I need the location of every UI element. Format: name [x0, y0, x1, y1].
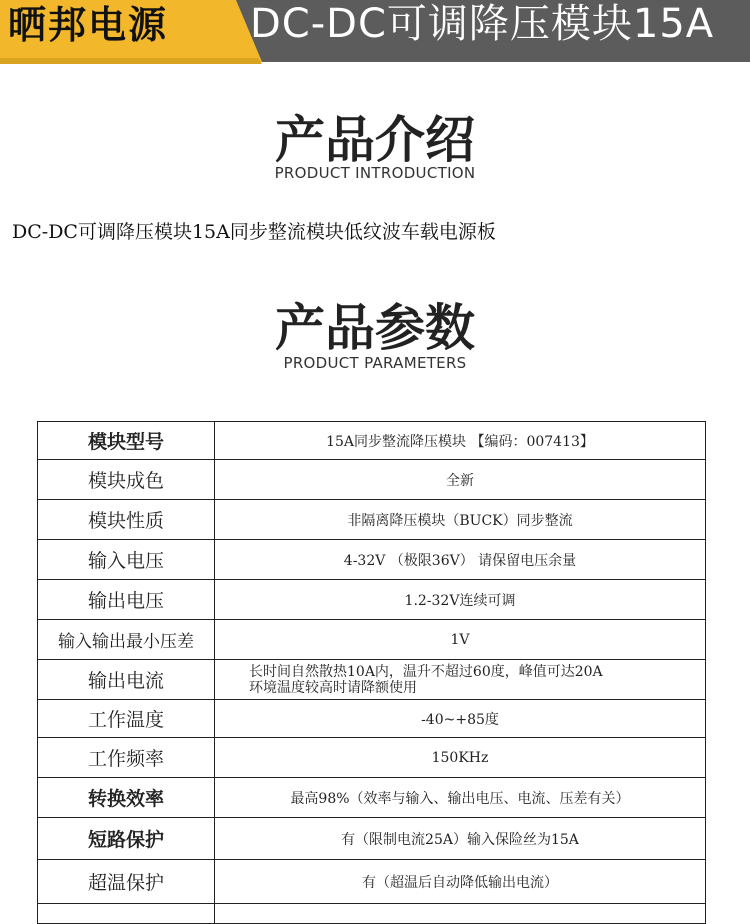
table-row — [38, 860, 706, 904]
banner-title: DC-DC可调降压模块15A — [250, 1, 715, 47]
param-label: 工作温度 — [38, 700, 215, 738]
param-value: 非隔离降压模块（BUCK）同步整流 — [215, 500, 706, 540]
param-value — [215, 660, 706, 700]
param-label: 模块成色 — [38, 460, 215, 500]
param-label: 输入电压 — [38, 540, 215, 580]
param-label: 模块性质 — [38, 500, 215, 540]
param-label: 短路保护 — [38, 818, 215, 860]
intro-title: 产品介绍 — [275, 111, 475, 169]
params-title: 产品参数 — [275, 299, 475, 357]
param-label-empty — [38, 904, 215, 924]
param-value: 有（限制电流25A）输入保险丝为15A — [215, 818, 706, 860]
param-label: 超温保护 — [38, 860, 215, 904]
param-value-empty — [215, 904, 706, 924]
param-value: 全新 — [215, 460, 706, 500]
table-row — [38, 580, 706, 620]
param-value: 15A同步整流降压模块 【编码：007413】 — [215, 422, 706, 460]
param-value: -40~+85度 — [215, 700, 706, 738]
brand-name: 晒邦电源 — [8, 3, 169, 47]
table-row-partial — [38, 904, 706, 924]
param-label: 输入输出最小压差 — [38, 620, 215, 660]
parameter-table — [37, 421, 706, 924]
param-label: 模块型号 — [38, 422, 215, 460]
header-banner — [0, 0, 750, 64]
table-row — [38, 778, 706, 818]
params-subtitle: PRODUCT PARAMETERS — [283, 354, 467, 372]
param-label: 输出电压 — [38, 580, 215, 620]
brand-tab-shadow — [0, 58, 262, 64]
table-row — [38, 540, 706, 580]
table-row — [38, 738, 706, 778]
product-name: DC-DC可调降压模块15A同步整流模块低纹波车载电源板 — [12, 221, 496, 243]
param-label: 转换效率 — [38, 778, 215, 818]
table-row — [38, 818, 706, 860]
table-row — [38, 500, 706, 540]
table-row — [38, 422, 706, 460]
param-value: 1.2-32V连续可调 — [215, 580, 706, 620]
param-label: 工作频率 — [38, 738, 215, 778]
param-value: 4-32V （极限36V） 请保留电压余量 — [215, 540, 706, 580]
param-label: 输出电流 — [38, 660, 215, 700]
param-value-line: 长时间自然散热10A内，温升不超过60度，峰值可达20A — [249, 663, 603, 680]
table-row — [38, 660, 706, 700]
param-value: 150KHz — [215, 738, 706, 778]
param-value: 最高98%（效率与输入、输出电压、电流、压差有关） — [215, 778, 706, 818]
table-row — [38, 620, 706, 660]
param-value: 有（超温后自动降低输出电流） — [215, 860, 706, 904]
intro-subtitle: PRODUCT INTRODUCTION — [274, 164, 476, 182]
table-row — [38, 460, 706, 500]
param-value-line: 环境温度较高时请降额使用 — [249, 679, 417, 696]
table-row — [38, 700, 706, 738]
param-value: 1V — [215, 620, 706, 660]
